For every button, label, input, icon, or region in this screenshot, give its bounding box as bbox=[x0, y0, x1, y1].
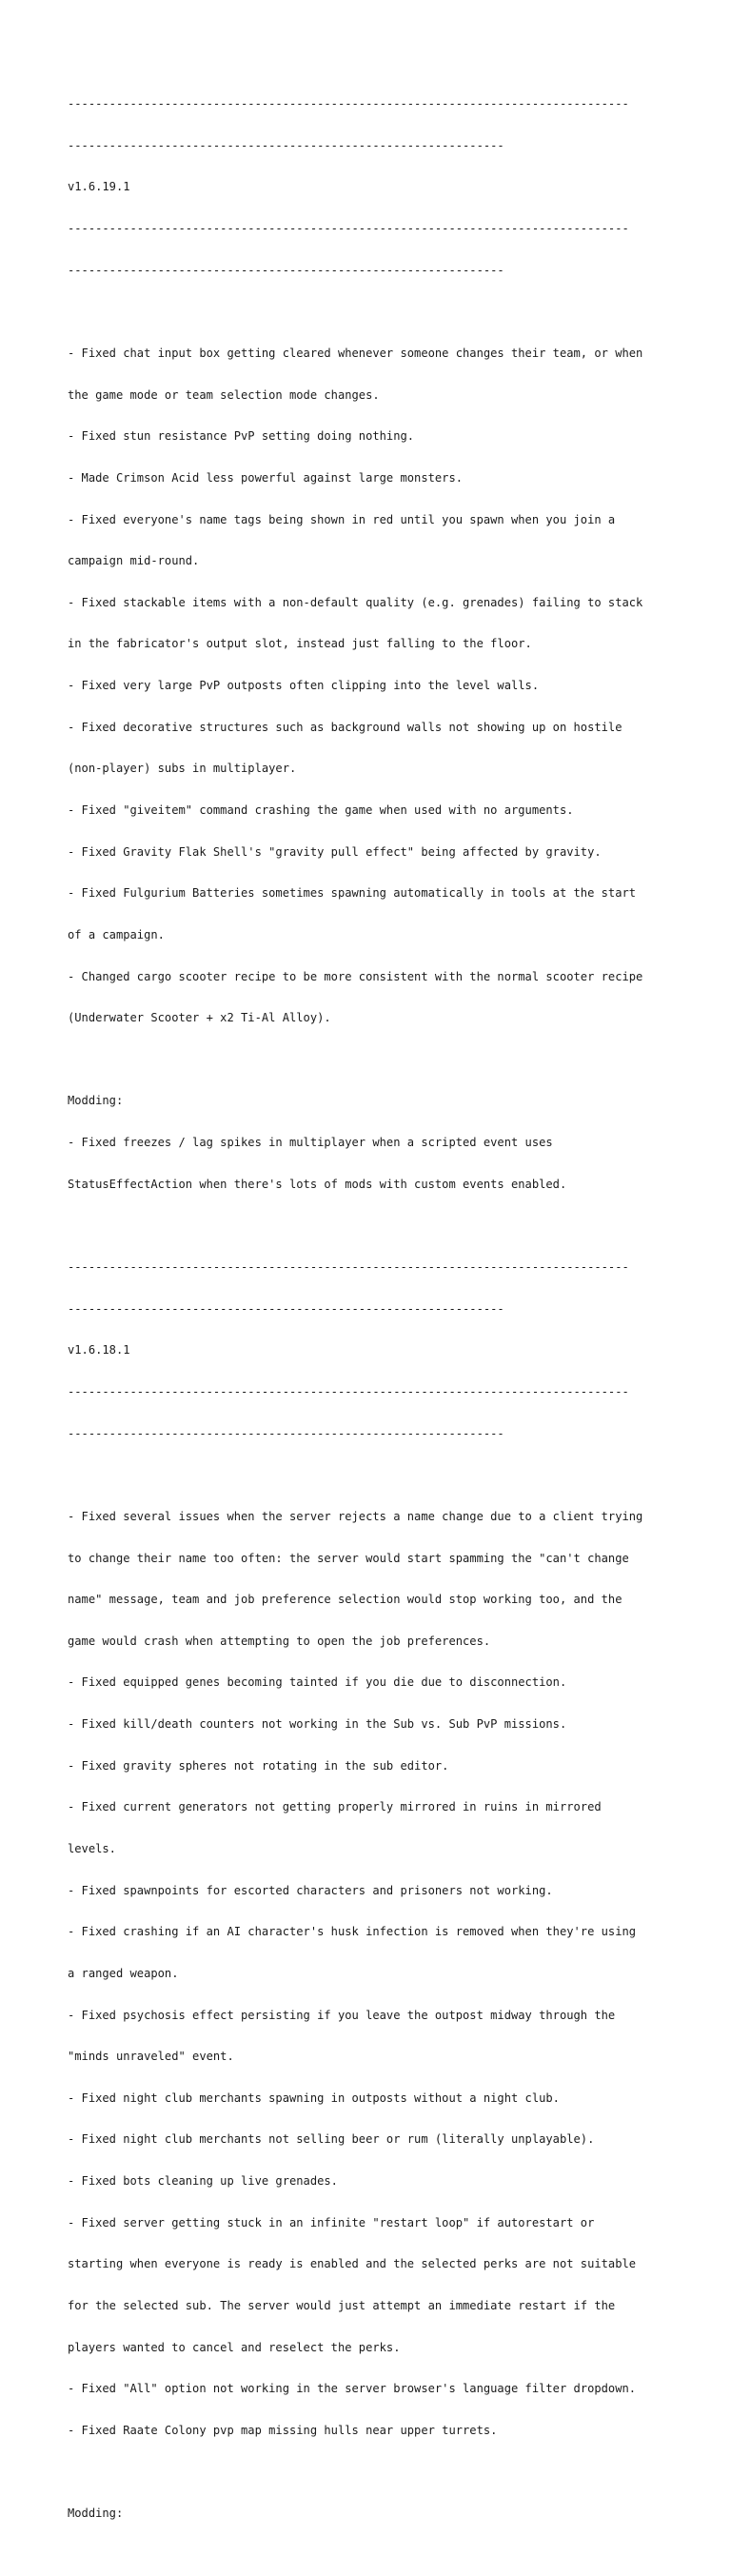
changelog-line: - Fixed kill/death counters not working in the Sub vs. Sub PvP missions. bbox=[68, 1717, 567, 1732]
separator-line: --------------------------------------------------------------------------------- bbox=[68, 1260, 629, 1275]
separator-line: --------------------------------------------------------------- bbox=[68, 263, 504, 277]
blank-line bbox=[68, 1219, 677, 1233]
changelog-line: - Fixed spawnpoints for escorted characters and prisoners not working. bbox=[68, 1883, 553, 1897]
changelog-line: a ranged weapon. bbox=[68, 1966, 179, 1980]
changelog-line: - Fixed crashing if an AI character's husk infection is removed when they're using bbox=[68, 1925, 637, 1939]
separator-line: --------------------------------------------------------------- bbox=[68, 138, 504, 152]
changelog-line: - Fixed Raate Colony pvp map missing hulls near upper turrets. bbox=[68, 2423, 498, 2437]
changelog-line: - Fixed Gravity Flak Shell's "gravity pull effect" being affected by gravity. bbox=[68, 844, 602, 859]
separator-line: --------------------------------------------------------------------------------- bbox=[68, 222, 629, 236]
changelog-line: levels. bbox=[68, 1842, 116, 1855]
changelog-line: - Fixed "giveitem" command crashing the game when used with no arguments. bbox=[68, 803, 574, 817]
changelog-line: - Fixed freezes / lag spikes in multiplayer when a scripted event uses bbox=[68, 1136, 553, 1150]
changelog-line: - Fixed current generators not getting properly mirrored in ruins in mirrored bbox=[68, 1800, 602, 1814]
changelog-document bbox=[68, 69, 677, 2576]
changelog-line: - Fixed stun resistance PvP setting doing nothing. bbox=[68, 429, 415, 444]
blank-line bbox=[68, 305, 677, 319]
changelog-line: - Fixed everyone's name tags being shown in red until you spawn when you join a bbox=[68, 512, 616, 526]
blank-line: Modding: bbox=[68, 2507, 124, 2521]
blank-line bbox=[68, 1053, 677, 1067]
changelog-line: name" message, team and job preference selection would stop working too, and the bbox=[68, 1593, 622, 1607]
changelog-line: for the selected sub. The server would just attempt an immediate restart if the bbox=[68, 2299, 616, 2313]
changelog-line: - Fixed "All" option not working in the server browser's language filter dropdown. bbox=[68, 2382, 637, 2396]
separator-line: --------------------------------------------------------------------------------- bbox=[68, 97, 629, 111]
blank-line bbox=[68, 1468, 677, 1482]
changelog-line: of a campaign. bbox=[68, 927, 165, 941]
changelog-line: players wanted to cancel and reselect the perks. bbox=[68, 2340, 401, 2354]
changelog-line: - Fixed very large PvP outposts often clipping into the level walls. bbox=[68, 679, 540, 693]
changelog-line: to change their name too often: the server would start spamming the "can't change bbox=[68, 1551, 629, 1565]
changelog-line: - Fixed decorative structures such as background walls not showing up on hostile bbox=[68, 720, 622, 734]
changelog-line: campaign mid-round. bbox=[68, 554, 200, 568]
changelog-line: StatusEffectAction when there's lots of mods with custom events enabled. bbox=[68, 1177, 567, 1191]
changelog-line: the game mode or team selection mode changes. bbox=[68, 387, 380, 402]
changelog-line: - Fixed gravity spheres not rotating in the sub editor. bbox=[68, 1758, 449, 1773]
changelog-line: - Changed cargo scooter recipe to be more consistent with the normal scooter recipe bbox=[68, 969, 643, 983]
changelog-line: game would crash when attempting to open the job preferences. bbox=[68, 1634, 491, 1648]
changelog-line: - Fixed Fulgurium Batteries sometimes spawning automatically in tools at the start bbox=[68, 886, 637, 901]
section-heading bbox=[68, 2548, 677, 2563]
version-heading: v1.6.19.1 bbox=[68, 180, 130, 194]
changelog-line: "minds unraveled" event. bbox=[68, 2050, 234, 2064]
changelog-line: - Fixed server getting stuck in an infinite "restart loop" if autorestart or bbox=[68, 2215, 595, 2229]
separator-line: --------------------------------------------------------------- bbox=[68, 1301, 504, 1316]
changelog-line: in the fabricator's output slot, instead just falling to the floor. bbox=[68, 637, 532, 651]
separator-line: --------------------------------------------------------------- bbox=[68, 1426, 504, 1440]
changelog-line: - Fixed night club merchants spawning in outposts without a night club. bbox=[68, 2091, 560, 2105]
changelog-line: - Fixed chat input box getting cleared whenever someone changes their team, or when bbox=[68, 346, 643, 360]
changelog-line: - Fixed night club merchants not selling beer or rum (literally unplayable). bbox=[68, 2132, 595, 2147]
changelog-line: (Underwater Scooter + x2 Ti-Al Alloy). bbox=[68, 1011, 331, 1025]
changelog-line bbox=[68, 2466, 677, 2480]
changelog-line: starting when everyone is ready is enabled and the selected perks are not suitable bbox=[68, 2257, 637, 2271]
changelog-line: - Fixed psychosis effect persisting if you leave the outpost midway through the bbox=[68, 2008, 616, 2022]
separator-line: --------------------------------------------------------------------------------- bbox=[68, 1384, 629, 1398]
changelog-line: (non-player) subs in multiplayer. bbox=[68, 762, 297, 776]
changelog-line: - Fixed bots cleaning up live grenades. bbox=[68, 2174, 338, 2189]
changelog-line: - Fixed several issues when the server rejects a name change due to a client trying bbox=[68, 1509, 643, 1523]
changelog-line: - Fixed equipped genes becoming tainted if you die due to disconnection. bbox=[68, 1675, 567, 1690]
changelog-line: - Fixed stackable items with a non-default quality (e.g. grenades) failing to stack bbox=[68, 595, 643, 609]
section-heading: Modding: bbox=[68, 1094, 124, 1108]
version-heading: v1.6.18.1 bbox=[68, 1343, 130, 1357]
changelog-line: - Made Crimson Acid less powerful against large monsters. bbox=[68, 470, 464, 485]
